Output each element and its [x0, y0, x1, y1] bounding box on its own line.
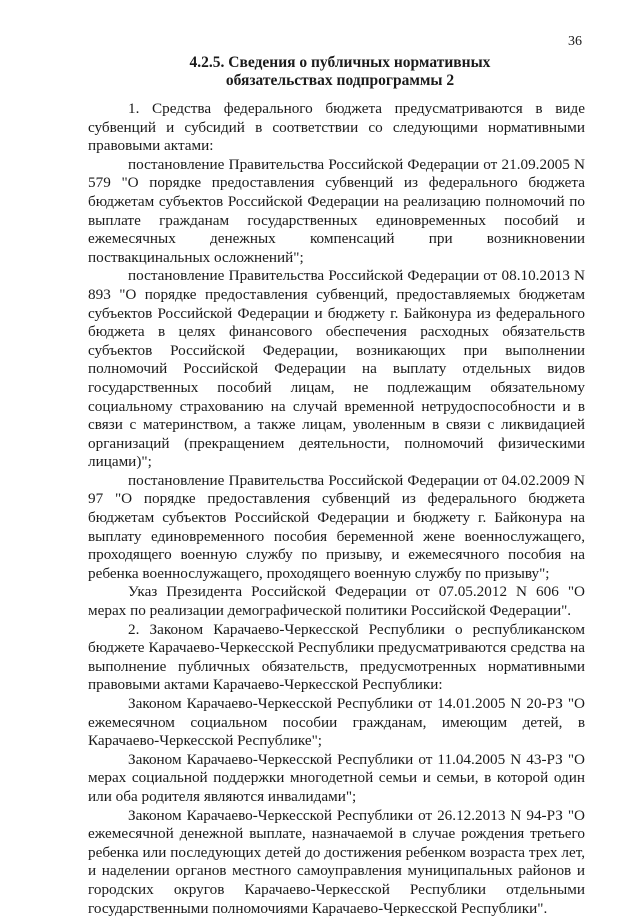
paragraph-decree-893: постановление Правительства Российской Федерации от 08.10.2013 N 893 "О порядке предоставления субвенций, предоставляемых бюджетам субъектов Российской Федерации и бюджету г. Байконура из федерального бюджета в целях финансового обеспечения расходных обязательств субъектов Российской Федерации, возникающих при выполнении полномочий Российской Федерации на выплату отдельных видов государственных пособий лицам, не подлежащим обязательному социальному страхованию на случай временной нетрудоспособности и в связи с материнством, а также лицам, уволенным в связи с ликвидацией организаций (прекращением деятельности, полномочий физическими лицами)";: [88, 267, 585, 471]
section-heading-line-1: 4.2.5. Сведения о публичных нормативных: [189, 54, 491, 71]
paragraph-law-94-rz: Законом Карачаево-Черкесской Республики от 26.12.2013 N 94-РЗ "О ежемесячной денежной выплате, назначаемой в случае рождения третьего ребенка или последующих детей до достижения ребенком возраста трех лет, и наделении органов местного самоуправления муниципальных районов и городских округов Карачаево-Черкесской Республики отдельными государственными полномочиями Карачаево-Черкесской Республики".: [88, 806, 585, 917]
paragraph-ukaz-606: Указ Президента Российской Федерации от 07.05.2012 N 606 "О мерах по реализации демографической политики Российской Федерации".: [88, 583, 585, 620]
paragraph-federal-intro: 1. Средства федерального бюджета предусматриваются в виде субвенций и субсидий в соответствии со следующими нормативными правовыми актами:: [88, 100, 585, 155]
page-number: 36: [568, 34, 582, 49]
paragraph-regional-intro: 2. Законом Карачаево-Черкесской Республики о республиканском бюджете Карачаево-Черкесской Республики предусматриваются средства на выполнение публичных обязательств, предусмотренных нормативными правовыми актами Карачаево-Черкесской Республики:: [88, 620, 585, 694]
paragraph-decree-97: постановление Правительства Российской Федерации от 04.02.2009 N 97 "О порядке предоставления субвенций из федерального бюджета бюджетам субъектов Российской Федерации и бюджету г. Байконура на выплату единовременного пособия беременной жене военнослужащего, проходящего военную службу по призыву, и ежемесячного пособия на ребенка военнослужащего, проходящего военную службу по призыву";: [88, 471, 585, 582]
section-heading: [120, 54, 560, 90]
document-body: [88, 100, 585, 918]
section-heading-line-2: обязательствах подпрограммы 2: [225, 72, 455, 89]
paragraph-law-20-rz: Законом Карачаево-Черкесской Республики от 14.01.2005 N 20-РЗ "О ежемесячном социальном пособии гражданам, имеющим детей, в Карачаево-Черкесской Республике";: [88, 695, 585, 750]
paragraph-law-43-rz: Законом Карачаево-Черкесской Республики от 11.04.2005 N 43-РЗ "О мерах социальной поддержки многодетной семьи и семьи, в которой один или оба родителя являются инвалидами";: [88, 750, 585, 805]
paragraph-decree-579: постановление Правительства Российской Федерации от 21.09.2005 N 579 "О порядке предоставления субвенций из федерального бюджета бюджетам субъектов Российской Федерации на реализацию полномочий по выплате гражданам государственных единовременных пособий и ежемесячных денежных компенсаций при возникновении поствакцинальных осложнений";: [88, 155, 585, 266]
